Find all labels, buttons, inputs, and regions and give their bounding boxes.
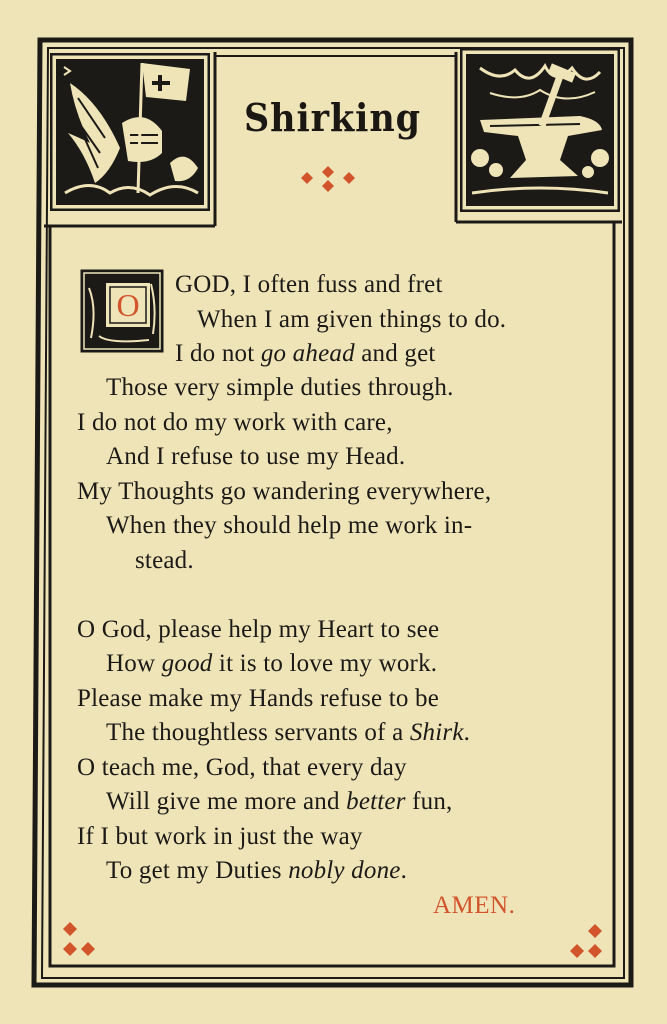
amen-text: AMEN. [433, 892, 516, 919]
line-emphasis: better [346, 788, 406, 815]
poem-line [197, 307, 506, 332]
line-text: . [463, 719, 471, 746]
drop-cap-letter: O [116, 287, 140, 323]
corner-ornament-left-icon [58, 920, 100, 962]
poem-title: Shirking [243, 95, 422, 140]
poem-line [106, 789, 452, 814]
line-emphasis: good [161, 650, 213, 677]
line-text: Please make my Hands refuse to be [77, 685, 440, 712]
poem-line [106, 444, 405, 469]
line-text: I do not do my work with care, [77, 409, 393, 436]
line-text: O God, please help my Heart to see [77, 616, 440, 643]
line-text: And I refuse to use my Head. [106, 443, 406, 470]
anvil-hammer-icon [460, 48, 620, 212]
corner-ornament-right-icon [566, 922, 608, 964]
poem-line [106, 513, 472, 538]
line-emphasis: nobly done [288, 857, 401, 884]
line-text: Will give me more and [106, 788, 347, 815]
line-text: The thoughtless servants of a [106, 719, 410, 746]
poem-line [77, 824, 363, 849]
line-emphasis: go ahead [260, 340, 355, 367]
poem-line [106, 651, 437, 676]
drop-cap [79, 268, 165, 354]
title-ornament-icon [297, 164, 363, 194]
poem-line [77, 686, 439, 711]
line-text: and get [354, 340, 436, 367]
poem-line [175, 341, 436, 366]
line-emphasis: Shirk [409, 719, 464, 746]
line-text: To get my Duties [106, 857, 289, 884]
poem-line [77, 755, 407, 780]
poem-line [77, 479, 491, 504]
poem-line [106, 375, 454, 400]
line-text: . [400, 857, 408, 884]
line-text: When they should help me work in- [106, 512, 473, 539]
line-text: How [106, 650, 162, 677]
line-text: Those very simple duties through. [106, 374, 454, 401]
line-text: stead. [135, 547, 194, 574]
poem-line [106, 720, 470, 745]
line-text: I do not [175, 340, 261, 367]
poem-line [135, 548, 194, 573]
poem-line [175, 272, 443, 297]
line-text: fun, [405, 788, 453, 815]
line-text: GOD, I often fuss and fret [175, 271, 443, 298]
line-text: If I but work in just the way [77, 823, 363, 850]
line-text: When I am given things to do. [197, 306, 507, 333]
winged-helmet-icon [50, 53, 210, 211]
line-text: O teach me, God, that every day [77, 754, 407, 781]
line-text: it is to love my work. [212, 650, 438, 677]
line-text: My Thoughts go wandering everywhere, [77, 478, 492, 505]
poem-line [77, 410, 393, 435]
poem-line [106, 858, 407, 883]
poem-line [77, 617, 439, 642]
